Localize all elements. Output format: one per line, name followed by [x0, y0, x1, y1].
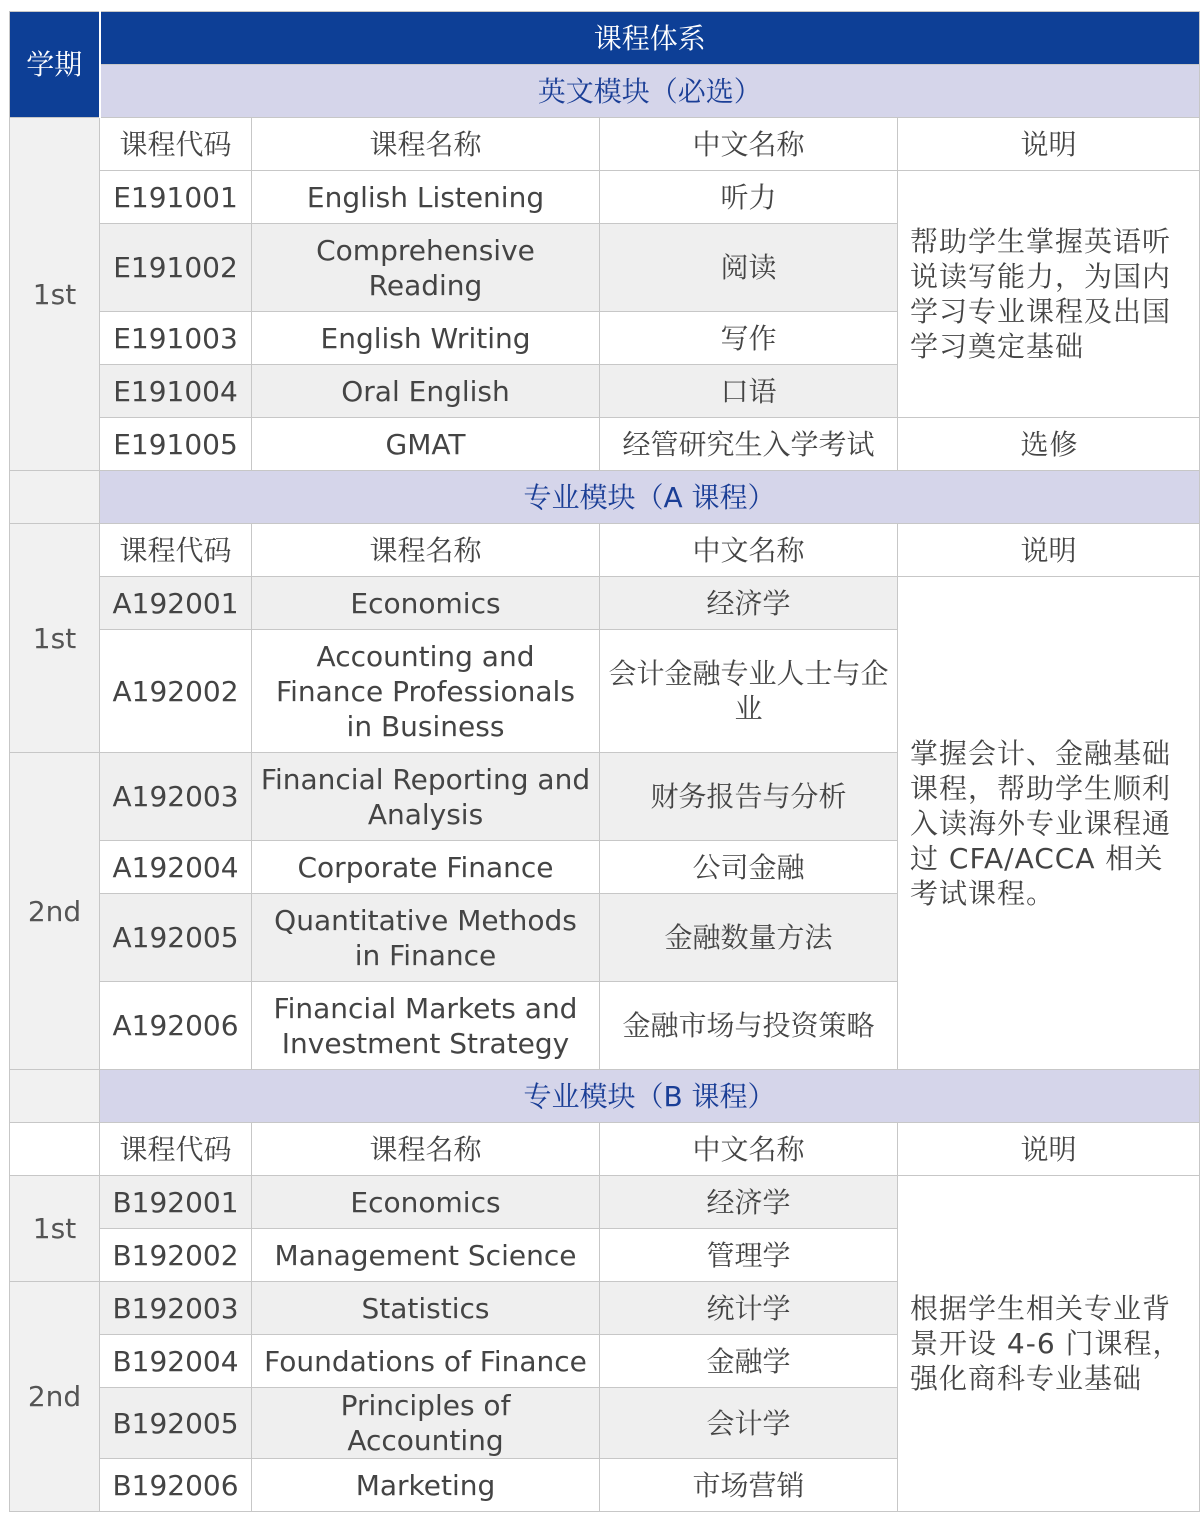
- course-name: GMAT: [252, 418, 600, 471]
- column-header-note: 说明: [898, 524, 1200, 577]
- course-name: Accounting and Finance Professionals in Business: [252, 630, 600, 753]
- course-cn-name: 财务报告与分析: [600, 753, 898, 841]
- column-header-cn-name: 中文名称: [600, 118, 898, 171]
- course-name: Oral English: [252, 365, 600, 418]
- module-note: 掌握会计、金融基础课程，帮助学生顺利入读海外专业课程通过 CFA/ACCA 相关考试课程。: [898, 577, 1200, 1070]
- term-label: 1st: [10, 118, 100, 471]
- column-header-cn-name: 中文名称: [600, 524, 898, 577]
- course-cn-name: 统计学: [600, 1282, 898, 1335]
- course-name: English Listening: [252, 171, 600, 224]
- curriculum-system-title: 课程体系: [100, 12, 1200, 65]
- course-code: B192006: [100, 1459, 252, 1512]
- course-code: A192004: [100, 841, 252, 894]
- course-name: Corporate Finance: [252, 841, 600, 894]
- term-label: 1st: [10, 1176, 100, 1282]
- course-name: Comprehensive Reading: [252, 224, 600, 312]
- column-header-name: 课程名称: [252, 524, 600, 577]
- module-b-title: 专业模块（B 课程）: [100, 1070, 1200, 1123]
- course-name: Financial Markets and Investment Strategy: [252, 982, 600, 1070]
- course-code: B192005: [100, 1388, 252, 1459]
- blank-term-cell: [10, 1123, 100, 1176]
- column-header-cn-name: 中文名称: [600, 1123, 898, 1176]
- course-name: Foundations of Finance: [252, 1335, 600, 1388]
- course-name: Economics: [252, 577, 600, 630]
- course-code: B192002: [100, 1229, 252, 1282]
- course-cn-name: 听力: [600, 171, 898, 224]
- column-header-name: 课程名称: [252, 1123, 600, 1176]
- course-code: A192005: [100, 894, 252, 982]
- course-cn-name: 阅读: [600, 224, 898, 312]
- course-cn-name: 经管研究生入学考试: [600, 418, 898, 471]
- course-code: A192002: [100, 630, 252, 753]
- elective-note: 选修: [898, 418, 1200, 471]
- column-header-note: 说明: [898, 1123, 1200, 1176]
- course-code: B192003: [100, 1282, 252, 1335]
- module-note: 根据学生相关专业背景开设 4-6 门课程，强化商科专业基础: [898, 1176, 1200, 1512]
- course-cn-name: 金融市场与投资策略: [600, 982, 898, 1070]
- term-label: 1st: [10, 524, 100, 753]
- course-name: Statistics: [252, 1282, 600, 1335]
- course-cn-name: 写作: [600, 312, 898, 365]
- blank-term-cell: [10, 471, 100, 524]
- course-name: Economics: [252, 1176, 600, 1229]
- table-row: [10, 577, 1200, 630]
- module-a-title: 专业模块（A 课程）: [100, 471, 1200, 524]
- course-code: E191003: [100, 312, 252, 365]
- table-row: [10, 171, 1200, 224]
- course-code: A192001: [100, 577, 252, 630]
- curriculum-table: [9, 11, 1200, 1512]
- course-cn-name: 管理学: [600, 1229, 898, 1282]
- course-code: A192003: [100, 753, 252, 841]
- course-code: E191001: [100, 171, 252, 224]
- term-column-header: 学期: [10, 12, 100, 118]
- course-name: Marketing: [252, 1459, 600, 1512]
- course-name: Management Science: [252, 1229, 600, 1282]
- course-code: B192001: [100, 1176, 252, 1229]
- course-code: A192006: [100, 982, 252, 1070]
- course-name: Quantitative Methods in Finance: [252, 894, 600, 982]
- column-header-code: 课程代码: [100, 524, 252, 577]
- course-name: Financial Reporting and Analysis: [252, 753, 600, 841]
- course-code: E191005: [100, 418, 252, 471]
- course-cn-name: 会计金融专业人士与企业: [600, 630, 898, 753]
- course-cn-name: 公司金融: [600, 841, 898, 894]
- course-cn-name: 市场营销: [600, 1459, 898, 1512]
- course-cn-name: 经济学: [600, 1176, 898, 1229]
- course-cn-name: 金融数量方法: [600, 894, 898, 982]
- column-header-name: 课程名称: [252, 118, 600, 171]
- course-name: Principles of Accounting: [252, 1388, 600, 1459]
- column-header-code: 课程代码: [100, 118, 252, 171]
- column-header-code: 课程代码: [100, 1123, 252, 1176]
- course-cn-name: 口语: [600, 365, 898, 418]
- blank-term-cell: [10, 1070, 100, 1123]
- course-cn-name: 经济学: [600, 577, 898, 630]
- course-name: English Writing: [252, 312, 600, 365]
- module-note: 帮助学生掌握英语听说读写能力，为国内学习专业课程及出国学习奠定基础: [898, 171, 1200, 418]
- column-header-note: 说明: [898, 118, 1200, 171]
- term-label: 2nd: [10, 753, 100, 1070]
- course-code: B192004: [100, 1335, 252, 1388]
- course-cn-name: 会计学: [600, 1388, 898, 1459]
- term-label: 2nd: [10, 1282, 100, 1512]
- course-code: E191002: [100, 224, 252, 312]
- course-cn-name: 金融学: [600, 1335, 898, 1388]
- course-code: E191004: [100, 365, 252, 418]
- table-row: [10, 418, 1200, 471]
- table-row: [10, 1176, 1200, 1229]
- english-module-title: 英文模块（必选）: [100, 65, 1200, 118]
